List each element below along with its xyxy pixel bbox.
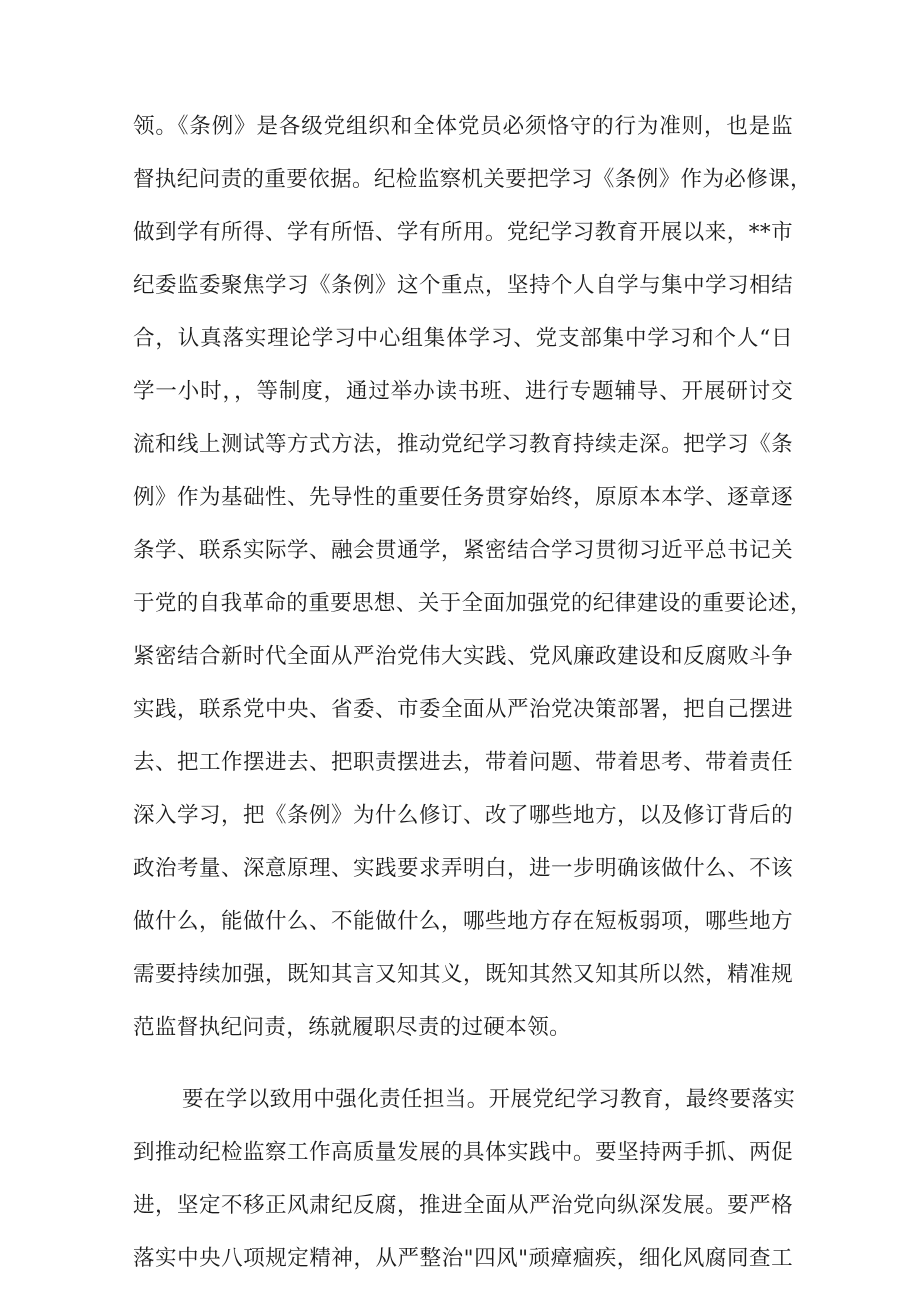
text-line: 合，认真落实理论学习中心组集体学习、党支部集中学习和个人“日: [133, 326, 793, 351]
text-line: 要在学以致用中强化责任担当。开展党纪学习教育，最终要落实: [182, 1087, 796, 1112]
text-line: 去、把工作摆进去、把职责摆进去，带着问题、带着思考、带着责任: [133, 750, 793, 775]
text-line: 做到学有所得、学有所悟、学有所用。党纪学习教育开展以来，**市: [133, 220, 793, 245]
text-line: 督执纪问责的重要依据。纪检监察机关要把学习《条例》作为必修课，: [133, 167, 812, 192]
text-line: 落实中央八项规定精神，从严整治"四风"顽瘴痼疾，细化风腐同查工: [133, 1246, 793, 1271]
text-line: 需要持续加强，既知其言又知其义，既知其然又知其所以然，精准规: [133, 962, 793, 987]
text-line: 例》作为基础性、先导性的重要任务贯穿始终，原原本本学、逐章逐: [133, 485, 793, 510]
text-line: 深入学习，把《条例》为什么修订、改了哪些地方，以及修订背后的: [133, 803, 793, 828]
text-line: 进，坚定不移正风肃纪反腐，推进全面从严治党向纵深发展。要严格: [133, 1193, 793, 1218]
text-line: 于党的自我革命的重要思想、关于全面加强党的纪律建设的重要论述，: [133, 591, 812, 616]
text-line: 条学、联系实际学、融会贯通学，紧密结合学习贯彻习近平总书记关: [133, 538, 793, 563]
text-line: 做什么，能做什么、不能做什么，哪些地方存在短板弱项，哪些地方: [133, 909, 793, 934]
text-line: 范监督执纪问责，练就履职尽责的过硬本领。: [133, 1015, 572, 1040]
text-line: 流和线上测试等方式方法，推动党纪学习教育持续走深。把学习《条: [133, 432, 793, 457]
text-line: 到推动纪检监察工作高质量发展的具体实践中。要坚持两手抓、两促: [133, 1140, 793, 1165]
text-line: 学一小时，，等制度，通过举办读书班、进行专题辅导、开展研讨交: [133, 379, 793, 404]
text-line: 领。《条例》是各级党组织和全体党员必须恪守的行为准则，也是监: [133, 114, 793, 139]
text-line: 紧密结合新时代全面从严治党伟大实践、党风廉政建设和反腐败斗争: [133, 644, 793, 669]
text-line: 政治考量、深意原理、实践要求弄明白，进一步明确该做什么、不该: [133, 856, 793, 881]
text-line: 实践，联系党中央、省委、市委全面从严治党决策部署，把自己摆进: [133, 697, 793, 722]
text-line: 纪委监委聚焦学习《条例》这个重点，坚持个人自学与集中学习相结: [133, 273, 793, 298]
